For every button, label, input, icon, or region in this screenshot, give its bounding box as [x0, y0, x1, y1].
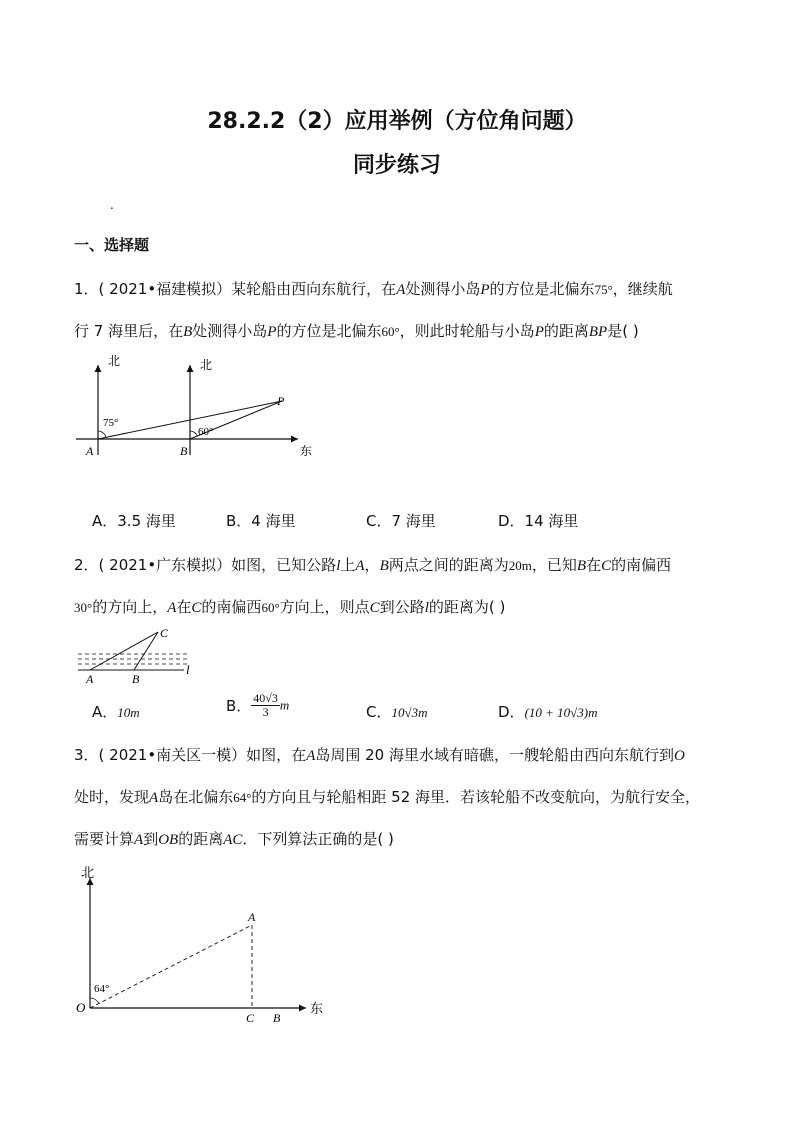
north-label: 北 — [81, 865, 95, 880]
document-subtitle: 同步练习 — [352, 153, 441, 178]
angle-arc-a — [98, 431, 106, 437]
q2-point-c: C — [160, 626, 169, 640]
stray-dot: . — [110, 198, 114, 212]
fraction-denominator: 3 — [262, 705, 269, 719]
point-b-label: B — [180, 444, 188, 458]
q3-figure — [70, 860, 330, 1025]
point-a-label: A — [248, 910, 256, 924]
point-a-label: A — [86, 444, 94, 458]
q2-option-a[interactable]: A．10m — [92, 703, 140, 721]
q2-option-d[interactable]: D．(10 + 10√3)m — [498, 703, 598, 721]
point-c-label: C — [246, 1011, 255, 1025]
point-o-label: O — [76, 1000, 86, 1015]
q1-option-d[interactable]: D．14 海里 — [498, 512, 579, 530]
east-label: 东 — [310, 1001, 324, 1016]
q2-line2: 30°的方向上，A在C的南偏西60°方向上，则点C到公路l的距离为( ) — [74, 598, 506, 616]
q2-option-c[interactable]: C．10√3m — [366, 703, 428, 721]
q1-option-c[interactable]: C．7 海里 — [366, 512, 436, 530]
angle-arc-o — [90, 998, 99, 1003]
q1-line2: 行 7 海里后，在B处测得小岛P的方位是北偏东60°，则此时轮船与小岛P的距离BP是( ) — [74, 322, 639, 340]
q1-figure — [70, 355, 330, 465]
angle-75-label: 75° — [103, 417, 119, 429]
section-heading: 一、选择题 — [74, 236, 150, 254]
q3-line3: 需要计算A到OB的距离AC．下列算法正确的是( ) — [74, 830, 394, 848]
angle-60-label: 60° — [198, 426, 214, 438]
q2-point-b: B — [132, 672, 140, 686]
q2-option-b[interactable]: B． $\frac{40√3}{3}$ m — [226, 691, 290, 719]
q2-line1: 2．( 2021•广东模拟）如图，已知公路l上A，B两点之间的距离为20m，已知B在C的南偏西 — [74, 556, 672, 574]
q3-line1: 3．( 2021•南关区一模）如图，在A岛周围 20 海里水域有暗礁，一艘轮船由西向东航行到O — [74, 746, 685, 764]
segment-bc — [134, 632, 158, 670]
north-label-2: 北 — [200, 358, 213, 372]
q2-figure — [72, 624, 202, 686]
point-b-label: B — [273, 1011, 281, 1025]
q3-line2: 处时，发现A岛在北偏东64°的方向且与轮船相距 52 海里．若该轮船不改变航向，为航行安全， — [74, 788, 701, 806]
north-label-1: 北 — [108, 355, 121, 368]
document-title: 28.2.2（2）应用举例（方位角问题） — [207, 109, 587, 134]
fraction-numerator: 40√3 — [253, 691, 278, 705]
q1-option-a[interactable]: A．3.5 海里 — [92, 512, 176, 530]
q1-option-b[interactable]: B．4 海里 — [226, 512, 296, 530]
east-label: 东 — [300, 444, 313, 458]
angle-64-label: 64° — [94, 983, 110, 995]
angle-arc-b — [190, 431, 197, 436]
segment-oa — [90, 925, 252, 1008]
q2-point-a: A — [86, 672, 94, 686]
point-p-label: P — [277, 394, 285, 408]
q1-line1: 1．( 2021•福建模拟）某轮船由西向东航行，在A处测得小岛P的方位是北偏东75°，继续航 — [74, 280, 673, 298]
q2-road-label: l — [186, 662, 190, 677]
